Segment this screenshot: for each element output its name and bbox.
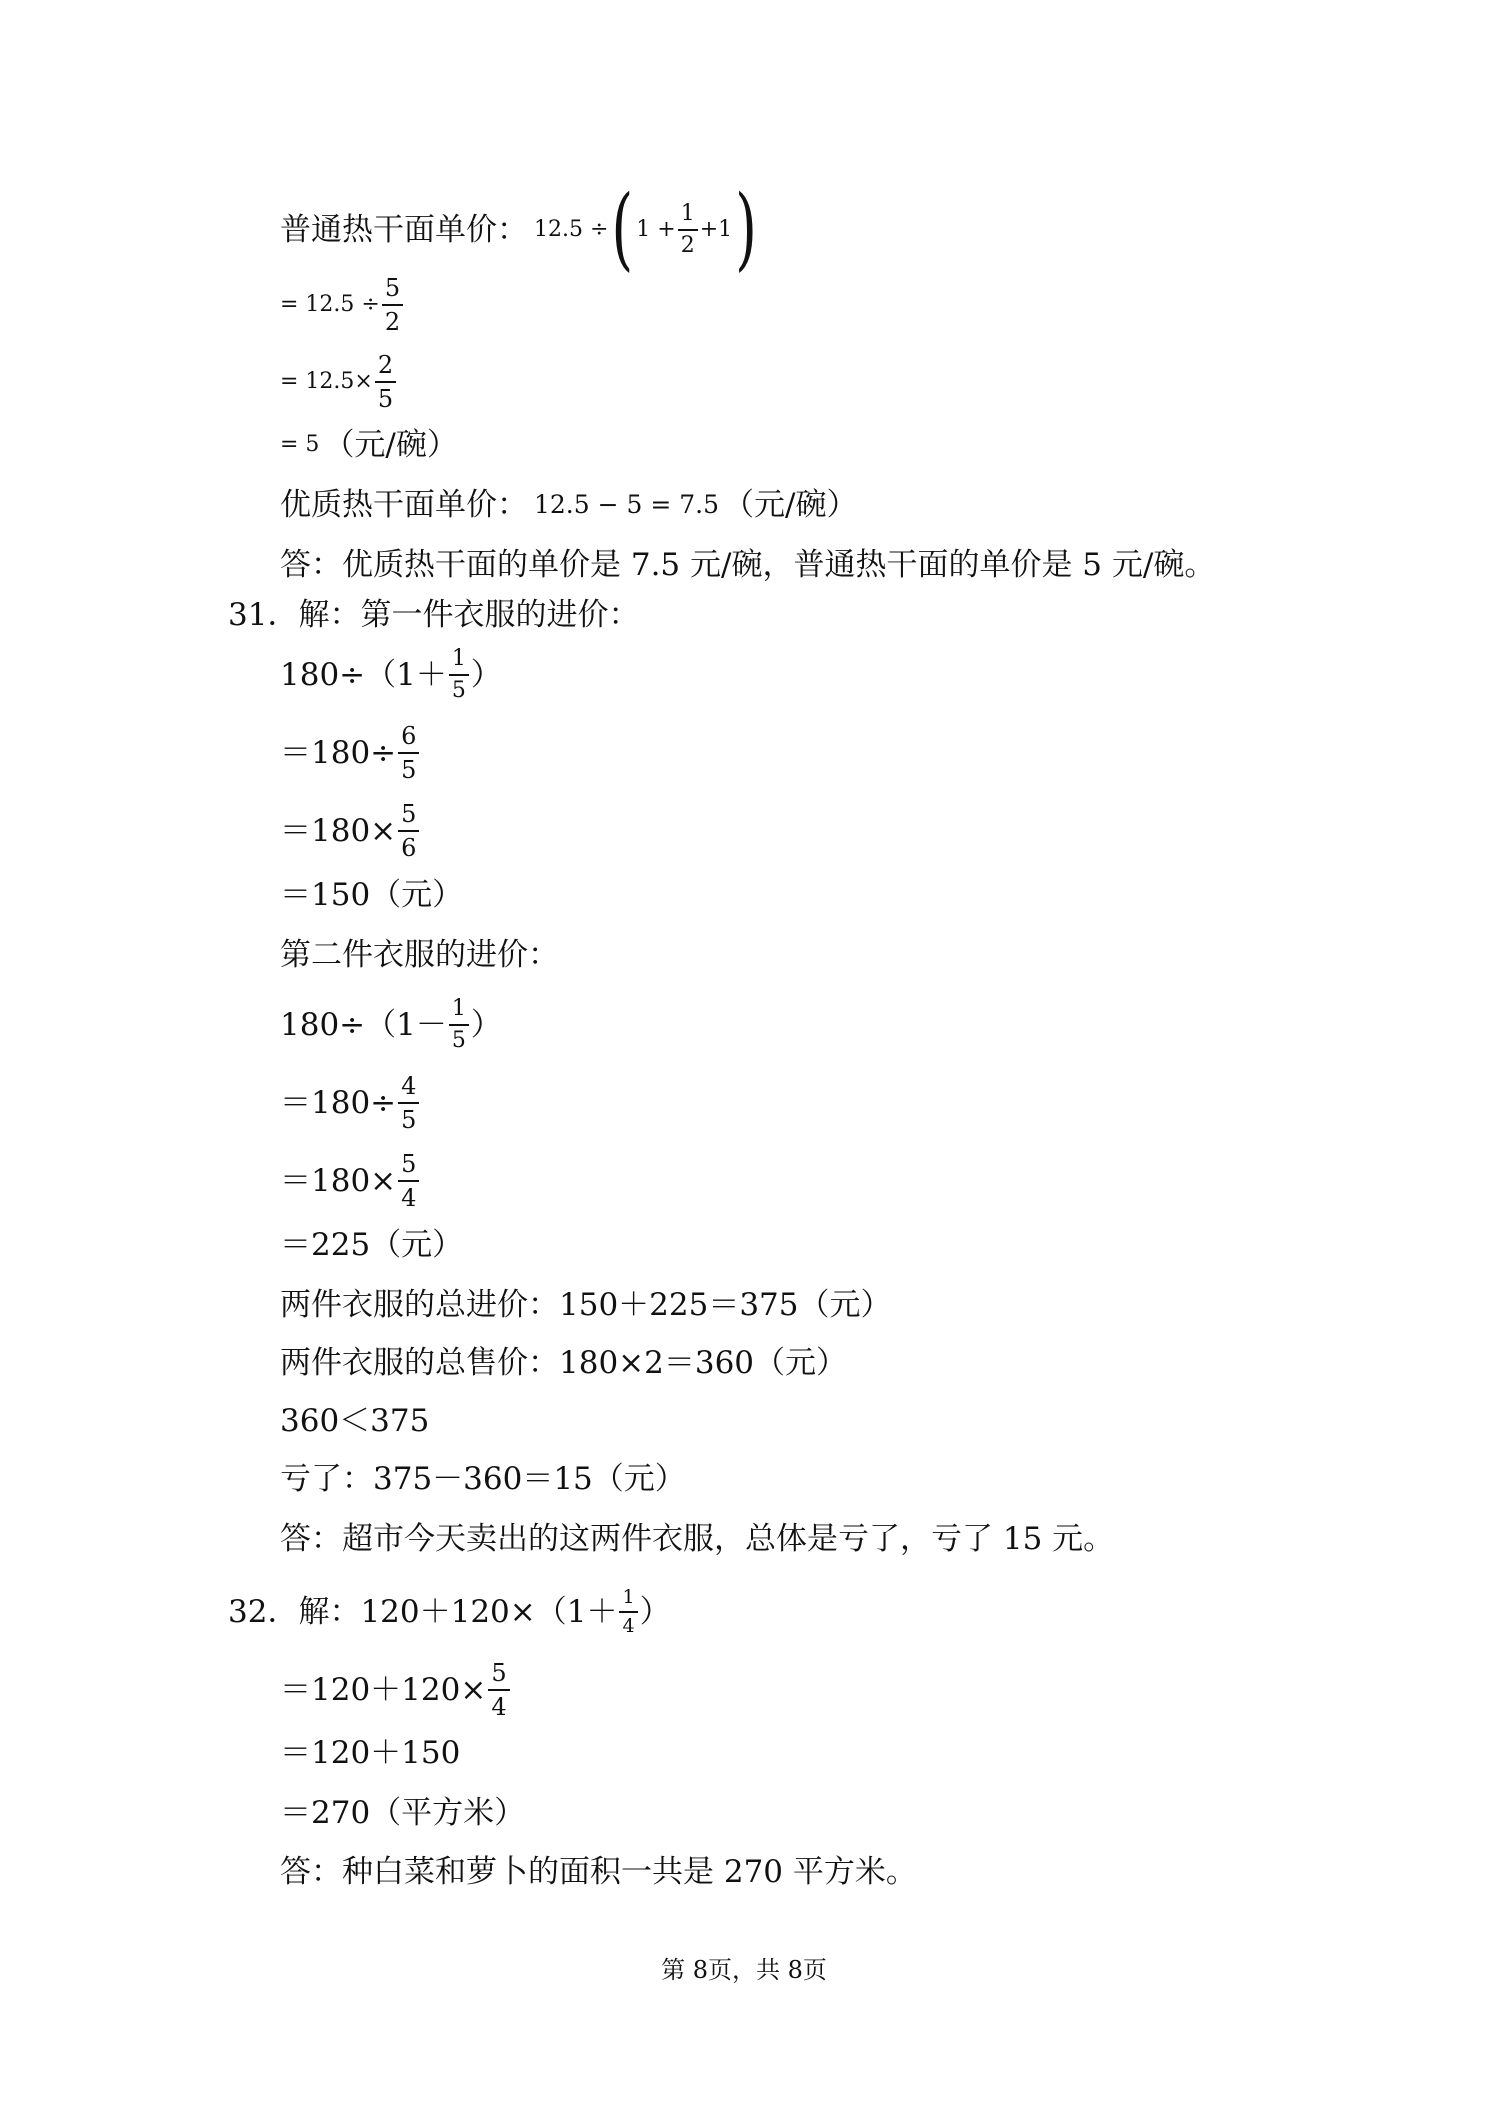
denominator: 4 — [491, 1693, 507, 1721]
answer-line: 答：优质热干面的单价是 7.5 元/碗，普通热干面的单价是 5 元/碗。 — [280, 547, 1216, 583]
line-step — [280, 1660, 512, 1720]
label: 优质热干面单价： — [280, 487, 528, 523]
fraction — [375, 353, 396, 411]
step-prefix: = 5 — [280, 432, 320, 457]
step-prefix: ＝180× — [280, 1163, 397, 1199]
answer-line: 答：超市今天卖出的这两件衣服，总体是亏了，亏了 15 元。 — [280, 1521, 1115, 1557]
denominator: 5 — [401, 1106, 417, 1134]
line-step: ＝150（元） — [280, 877, 464, 913]
page-footer: 第 8页，共 8页 — [661, 1956, 827, 1984]
step-prefix: 32．解：120＋120×（1＋ — [228, 1594, 618, 1630]
numerator: 5 — [382, 276, 403, 306]
denominator: 2 — [680, 233, 695, 258]
line-ordinary-price-expression — [280, 177, 760, 282]
expression-part: 12.5 ÷ — [534, 217, 609, 242]
line-premium-price — [280, 485, 857, 525]
step-prefix: = 12.5× — [280, 369, 373, 394]
denominator: 4 — [622, 1615, 635, 1637]
step-suffix: ） — [470, 657, 502, 693]
denominator: 5 — [451, 678, 466, 703]
fraction — [398, 724, 419, 782]
label: 普通热干面单价： — [280, 212, 528, 248]
fraction — [678, 203, 698, 257]
step-prefix: ＝180÷ — [280, 1085, 397, 1121]
line-step: 360＜375 — [280, 1403, 430, 1439]
fraction — [382, 276, 403, 334]
step-prefix: 180÷（1＋ — [280, 657, 447, 693]
step-prefix: ＝180× — [280, 813, 397, 849]
denominator: 5 — [377, 385, 394, 413]
numerator: 5 — [488, 1661, 509, 1691]
step-prefix: 180÷（1－ — [280, 1007, 447, 1043]
line-step — [280, 275, 405, 335]
denominator: 5 — [451, 1028, 466, 1053]
expression: 12.5 − 5 = 7.5 — [534, 490, 720, 519]
fraction — [488, 1661, 509, 1719]
problem-31-heading: 31．解：第一件衣服的进价： — [228, 597, 640, 633]
line-step — [280, 1073, 421, 1133]
step-prefix: ＝180÷ — [280, 735, 397, 771]
denominator: 2 — [384, 308, 401, 336]
step-suffix: ） — [639, 1594, 671, 1630]
fraction — [619, 1588, 637, 1636]
fraction — [398, 1074, 419, 1132]
line-step — [280, 425, 458, 465]
denominator: 5 — [401, 756, 417, 784]
numerator: 1 — [449, 998, 469, 1026]
line-step — [280, 352, 398, 412]
expression-part: +1 — [699, 217, 733, 242]
denominator: 4 — [401, 1184, 417, 1212]
numerator: 5 — [398, 1152, 419, 1182]
numerator: 6 — [398, 724, 419, 754]
expression-part: 1 + — [636, 217, 676, 242]
numerator: 1 — [449, 648, 469, 676]
line-step: ＝270（平方米） — [280, 1795, 526, 1831]
fraction — [449, 998, 469, 1052]
numerator: 1 — [678, 203, 698, 231]
step-prefix: ＝120＋120× — [280, 1672, 487, 1708]
unit: （元/碗） — [723, 487, 858, 523]
line-step — [280, 723, 421, 783]
unit: （元/碗） — [323, 427, 458, 463]
line-step: ＝120＋150 — [280, 1735, 461, 1771]
line-step — [280, 645, 502, 705]
numerator: 1 — [619, 1588, 637, 1613]
problem-32-heading — [228, 1582, 671, 1642]
fraction — [398, 1152, 419, 1210]
right-paren: ) — [735, 177, 758, 282]
line-step — [280, 1151, 421, 1211]
numerator: 4 — [398, 1074, 419, 1104]
line-step: 两件衣服的总进价：150＋225＝375（元） — [280, 1287, 892, 1323]
fraction — [398, 802, 419, 860]
line-step — [280, 995, 502, 1055]
denominator: 6 — [401, 834, 417, 862]
line-step: 两件衣服的总售价：180×2＝360（元） — [280, 1345, 848, 1381]
step-suffix: ） — [470, 1007, 502, 1043]
numerator: 5 — [398, 802, 419, 832]
answer-line: 答：种白菜和萝卜的面积一共是 270 平方米。 — [280, 1854, 917, 1890]
fraction — [449, 648, 469, 702]
step-prefix: = 12.5 ÷ — [280, 292, 380, 317]
line-step: 亏了：375－360＝15（元） — [280, 1461, 686, 1497]
line-step: ＝225（元） — [280, 1227, 464, 1263]
line-step — [280, 801, 421, 861]
left-paren: ( — [611, 177, 634, 282]
numerator: 2 — [375, 353, 396, 383]
line-heading: 第二件衣服的进价： — [280, 937, 559, 973]
